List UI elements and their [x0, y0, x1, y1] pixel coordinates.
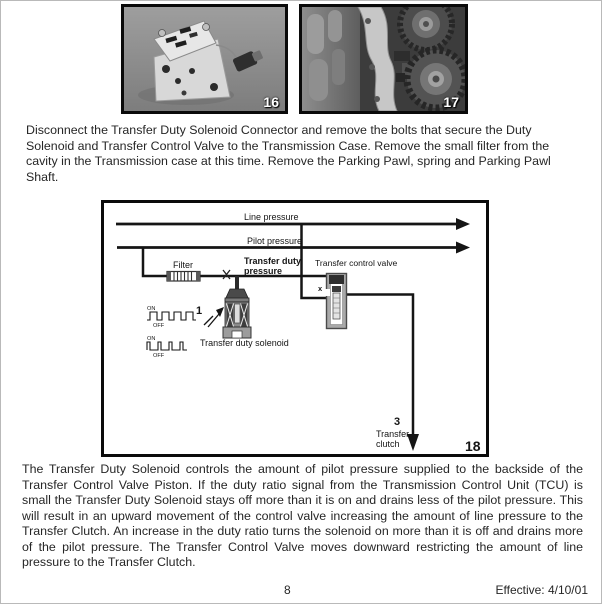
transfer-duty-solenoid-symbol	[223, 289, 251, 338]
clutch-output-pipe	[347, 295, 414, 438]
photo16-image	[124, 7, 285, 111]
effective-date: Effective: 4/10/01	[495, 583, 588, 597]
transfer-control-valve-symbol	[321, 274, 347, 329]
label-off-2: OFF	[153, 353, 165, 359]
paragraph-removal-instructions: Disconnect the Transfer Duty Solenoid Connector and remove the bolts that secure the Duty Solenoid and Transfer Control Valve to the Transmission Case. Remove the small filter from the cavity in the Transmission case at this time. Remove the Parking Pawl, spring and Parking Pawl Shaft.	[26, 123, 551, 184]
pilot-pressure-arrow-icon	[456, 242, 470, 254]
label-filter: Filter	[173, 260, 193, 270]
line-pressure-arrow-icon	[456, 218, 470, 230]
duty-waveform-high	[147, 312, 196, 320]
label-x-port: x	[318, 284, 323, 293]
paragraph-operation-description: The Transfer Duty Solenoid controls the amount of pilot pressure supplied to the backside of the Transfer Control Valve Piston. If the duty ratio signal from the Transmission Control Unit (TCU) is small the Transfer Duty Solenoid stays off more than it is on and drains less of the pilot pressure. This will result in an upward movement of the control valve increasing the amount of line pressure to the Transfer Clutch. An increase in the duty ratio turns the solenoid on more than it is off and drains more of the pilot pressure. The Transfer Control Valve moves downward restricting the amount of line pressure to the Transfer Clutch.	[22, 462, 583, 569]
figure-number-18: 18	[465, 438, 481, 454]
label-transfer-duty: Transfer duty	[244, 256, 302, 266]
photo-transfer-duty-solenoid-assembly	[121, 4, 288, 114]
label-callout-1: 1	[196, 305, 203, 317]
label-pilot-pressure: Pilot pressure	[247, 236, 303, 246]
orifice-icon	[223, 270, 230, 279]
label-on-1: ON	[147, 306, 156, 312]
figure-number-17: 17	[443, 94, 459, 110]
page-number: 8	[284, 583, 291, 597]
figure-number-16: 16	[263, 94, 279, 110]
photo17-image	[302, 7, 465, 111]
filter-symbol	[167, 272, 200, 282]
label-transfer-clutch-1: Transfer	[376, 429, 410, 439]
label-transfer-clutch-2: clutch	[376, 439, 400, 449]
pressure-lines	[116, 218, 470, 451]
label-off-1: OFF	[153, 323, 165, 329]
label-on-2: ON	[147, 336, 156, 342]
label-pressure: pressure	[244, 266, 283, 276]
signal-arrow-icon	[204, 307, 224, 327]
photo-transmission-case-gears	[299, 4, 468, 114]
label-line-pressure: Line pressure	[244, 212, 299, 222]
label-callout-3: 3	[394, 416, 401, 428]
hydraulic-diagram-figure-18	[101, 200, 489, 457]
label-transfer-duty-solenoid: Transfer duty solenoid	[200, 338, 289, 348]
label-transfer-control-valve: Transfer control valve	[315, 258, 398, 268]
duty-waveform-low	[147, 342, 187, 350]
